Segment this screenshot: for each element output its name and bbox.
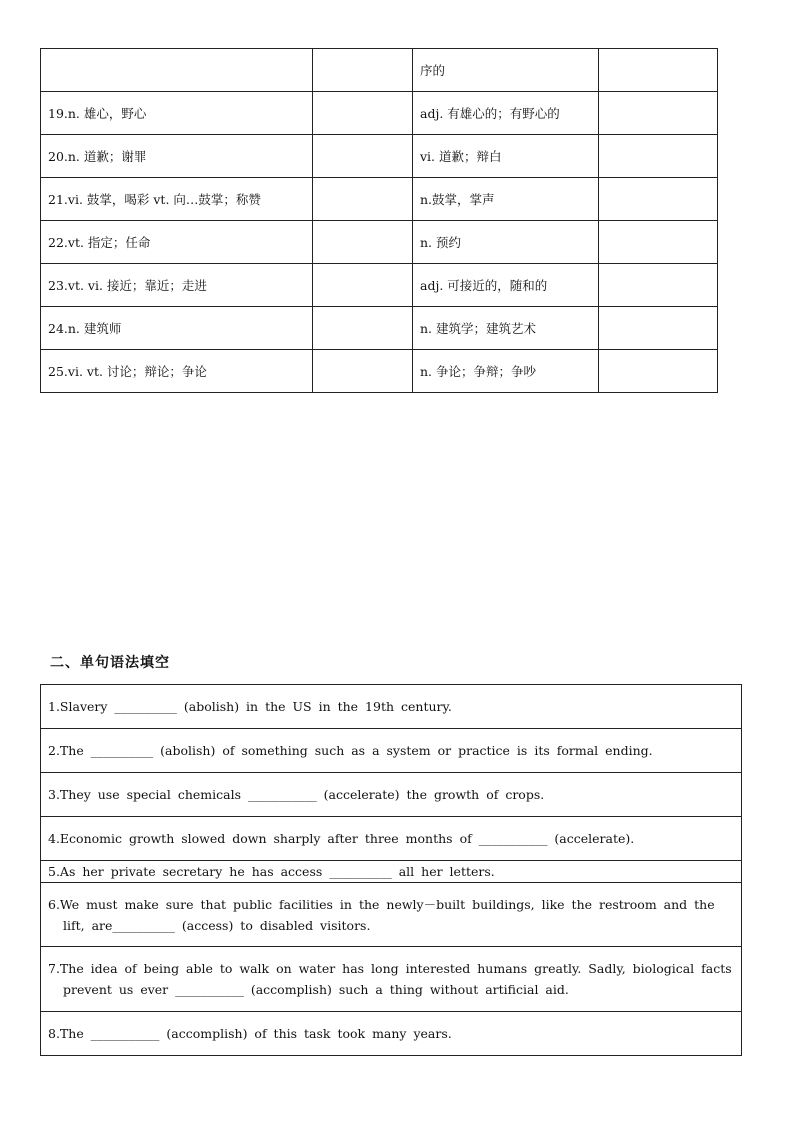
word-meaning-cell: 22.vt. 指定；任命 (41, 221, 313, 264)
answer-cell (312, 221, 412, 264)
answer-cell (598, 350, 717, 393)
word-meaning-cell: 25.vi. vt. 讨论；辩论；争论 (41, 350, 313, 393)
table-row (41, 350, 718, 393)
question-cell (41, 729, 742, 773)
word-meaning-cell: 19.n. 雄心，野心 (41, 92, 313, 135)
word-meaning-cell: 23.vt. vi. 接近；靠近；走进 (41, 264, 313, 307)
answer-cell (312, 307, 412, 350)
derivative-meaning-cell: 序的 (413, 49, 599, 92)
question-text: 5.As her private secretary he has access __________ all her letters. (48, 864, 495, 879)
table-row (41, 264, 718, 307)
answer-cell (598, 49, 717, 92)
table-row (41, 92, 718, 135)
answer-cell (312, 135, 412, 178)
answer-cell (312, 350, 412, 393)
derivative-meaning-cell: n. 建筑学；建筑艺术 (413, 307, 599, 350)
question-cell (41, 883, 742, 947)
word-meaning-cell: 20.n. 道歉；谢罪 (41, 135, 313, 178)
answer-cell (598, 221, 717, 264)
question-text: 6.We must make sure that public facilities in the newly－built buildings, like the restroom and the lift, are__________ (access) to disabled visitors. (48, 896, 715, 933)
question-text: 1.Slavery __________ (abolish) in the US in the 19th century. (48, 699, 452, 714)
answer-cell (598, 92, 717, 135)
question-text: 8.The ___________ (accomplish) of this task took many years. (48, 1026, 452, 1041)
question-cell (41, 773, 742, 817)
derivative-meaning-cell: adj. 可接近的，随和的 (413, 264, 599, 307)
grammar-fill-table (40, 684, 742, 1056)
question-text: 7.The idea of being able to walk on water has long interested humans greatly. Sadly, biological facts prevent us ever ___________ (accomplish) such a thing without artificial aid. (48, 961, 732, 997)
question-cell (41, 861, 742, 883)
table-row (41, 307, 718, 350)
question-row (41, 729, 742, 773)
table-row (41, 221, 718, 264)
answer-cell (598, 264, 717, 307)
derivative-meaning-cell: vi. 道歉；辩白 (413, 135, 599, 178)
table-row (41, 178, 718, 221)
question-cell (41, 685, 742, 729)
answer-cell (598, 178, 717, 221)
question-text: 4.Economic growth slowed down sharply after three months of ___________ (accelerate). (48, 831, 635, 846)
table-row (41, 135, 718, 178)
question-row (41, 1012, 742, 1056)
question-row (41, 861, 742, 883)
question-text: 2.The __________ (abolish) of something such as a system or practice is its formal ending. (48, 743, 653, 758)
answer-cell (598, 135, 717, 178)
derivative-meaning-cell: n.鼓掌，掌声 (413, 178, 599, 221)
question-cell (41, 947, 742, 1012)
answer-cell (312, 264, 412, 307)
vocabulary-table (40, 48, 718, 393)
question-row (41, 947, 742, 1012)
question-row (41, 817, 742, 861)
section-title: 二、单句语法填空 (50, 655, 170, 671)
derivative-meaning-cell: adj. 有雄心的；有野心的 (413, 92, 599, 135)
question-cell (41, 1012, 742, 1056)
question-row (41, 883, 742, 947)
answer-cell (312, 49, 412, 92)
word-meaning-cell (41, 49, 313, 92)
answer-cell (598, 307, 717, 350)
answer-cell (312, 92, 412, 135)
question-cell (41, 817, 742, 861)
table-row (41, 49, 718, 92)
question-row (41, 685, 742, 729)
derivative-meaning-cell: n. 争论；争辩；争吵 (413, 350, 599, 393)
word-meaning-cell: 21.vi. 鼓掌，喝彩 vt. 向…鼓掌；称赞 (41, 178, 313, 221)
word-meaning-cell: 24.n. 建筑师 (41, 307, 313, 350)
answer-cell (312, 178, 412, 221)
question-row (41, 773, 742, 817)
derivative-meaning-cell: n. 预约 (413, 221, 599, 264)
question-text: 3.They use special chemicals ___________ (accelerate) the growth of crops. (48, 787, 545, 802)
